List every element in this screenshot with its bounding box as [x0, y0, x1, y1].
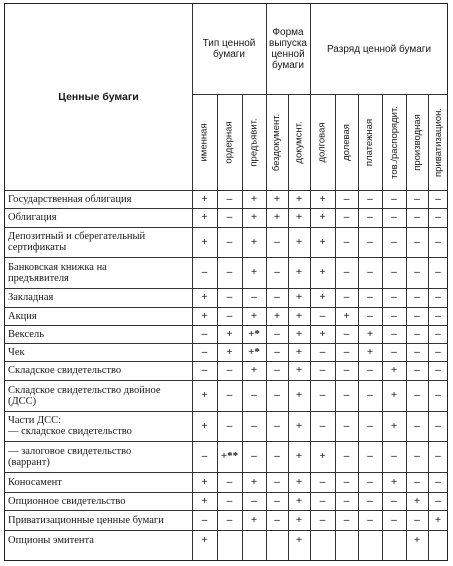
table-cell: – — [435, 364, 441, 376]
table-cell: + — [201, 389, 208, 401]
table-cell: + — [295, 346, 303, 358]
table-cell: + — [319, 211, 326, 223]
table-cell: – — [274, 476, 280, 488]
table-cell: – — [343, 266, 350, 278]
table-cell: – — [274, 420, 280, 432]
table-cell: – — [367, 291, 373, 303]
table-cell: – — [391, 495, 397, 507]
table-cell: – — [435, 211, 441, 223]
table-cell: – — [391, 310, 397, 322]
table-cell: – — [226, 211, 233, 223]
table-cell: + — [295, 193, 303, 205]
table-cell: – — [319, 346, 326, 358]
column-header-label: докумснт. — [293, 120, 305, 164]
table-cell: – — [343, 211, 350, 223]
table-cell: + — [226, 346, 233, 358]
table-cell: + — [319, 236, 326, 248]
table-cell: + — [295, 310, 303, 322]
table-cell: – — [435, 236, 441, 248]
column-header — [428, 94, 448, 190]
table-cell: – — [414, 266, 420, 278]
table-cell: – — [414, 236, 420, 248]
column-header-label: долевая — [341, 123, 352, 161]
table-cell: – — [343, 495, 350, 507]
table-cell: – — [435, 291, 441, 303]
table-cell: – — [343, 364, 350, 376]
row-label — [8, 530, 190, 550]
row-label — [8, 288, 190, 307]
table-cell: – — [274, 495, 280, 507]
table-cell: +* — [248, 328, 260, 340]
table-cell: + — [201, 476, 208, 488]
table-cell: – — [226, 266, 233, 278]
table-cell: – — [226, 476, 233, 488]
row-label-line: Складское свидетельство — [8, 365, 122, 376]
row-label-line: Приватизационные ценные бумаги — [8, 514, 164, 526]
table-cell: – — [367, 450, 373, 462]
row-label-line: Депозитный и сберегательный — [8, 231, 146, 242]
table-cell: – — [367, 193, 373, 205]
table-cell: – — [367, 476, 373, 488]
column-header-label: ордерная — [224, 120, 236, 164]
row-label — [8, 190, 190, 208]
table-cell: – — [414, 364, 420, 376]
table-cell: – — [319, 364, 326, 376]
table-cell: – — [226, 364, 233, 376]
table-cell: + — [295, 514, 303, 526]
column-header-label: платежная — [364, 118, 376, 166]
table-cell: + — [250, 193, 258, 205]
table-cell: – — [367, 310, 373, 322]
table-cell: – — [319, 389, 326, 401]
table-cell: – — [391, 346, 397, 358]
row-label — [8, 510, 190, 530]
table-cell: – — [226, 310, 233, 322]
table-cell: + — [250, 211, 258, 223]
table-cell: – — [226, 420, 233, 432]
column-header-label: долговая — [317, 121, 329, 163]
table-cell: + — [319, 266, 326, 278]
row-label — [8, 343, 190, 361]
corner-header: Ценные бумаги — [58, 91, 139, 103]
column-header — [382, 94, 406, 190]
row-label-line: Коносамент — [8, 476, 62, 488]
row-label-line: Опционы эмитента — [8, 534, 94, 546]
table-cell: + — [250, 514, 258, 526]
row-label-line: Облигация — [8, 212, 57, 223]
table-cell: – — [435, 193, 441, 205]
table-cell: + — [343, 310, 350, 322]
table-cell: – — [391, 193, 397, 205]
column-header — [358, 94, 382, 190]
table-cell: + — [250, 310, 258, 322]
column-header-label: именная — [199, 122, 211, 162]
table-cell: + — [250, 236, 258, 248]
table-cell: – — [274, 328, 280, 340]
table-cell: – — [251, 389, 257, 401]
table-cell: – — [343, 420, 350, 432]
table-cell: + — [295, 495, 303, 507]
table-cell: – — [274, 291, 280, 303]
table-cell: – — [391, 328, 397, 340]
table-cell: + — [201, 291, 208, 303]
table-cell: + — [295, 534, 303, 546]
table-cell: – — [435, 310, 441, 322]
table-cell: – — [251, 495, 257, 507]
table-cell: + — [319, 193, 326, 205]
table-cell: + — [390, 420, 398, 432]
table-cell: – — [319, 420, 326, 432]
table-cell: – — [201, 328, 208, 340]
table-cell: – — [414, 328, 420, 340]
table-cell: + — [319, 291, 326, 303]
table-cell: + — [273, 310, 281, 322]
table-cell: – — [343, 450, 350, 462]
table-cell: + — [201, 420, 208, 432]
table-cell: – — [414, 389, 420, 401]
table-cell: – — [414, 193, 420, 205]
table-cell: + — [319, 328, 326, 340]
table-cell: – — [435, 420, 441, 432]
table-cell: – — [414, 514, 420, 526]
table-cell: – — [343, 291, 350, 303]
row-label-line: Закладная — [8, 292, 54, 303]
table-cell: – — [435, 346, 441, 358]
table-cell: + — [390, 364, 398, 376]
column-header — [217, 94, 242, 190]
table-cell: – — [274, 514, 280, 526]
table-cell: – — [367, 514, 373, 526]
table-cell: + — [295, 476, 303, 488]
table-cell: – — [414, 211, 420, 223]
table-cell: – — [251, 291, 257, 303]
row-label — [8, 411, 190, 441]
table-cell: – — [391, 450, 397, 462]
table-cell: + — [295, 364, 303, 376]
column-header — [335, 94, 358, 190]
table-cell: +* — [248, 346, 260, 358]
table-cell: – — [391, 514, 397, 526]
row-label-line: — залоговое свидетельство — [8, 445, 132, 457]
table-cell: – — [343, 346, 350, 358]
table-cell: – — [414, 291, 420, 303]
table-cell: – — [201, 266, 208, 278]
table-cell: – — [367, 211, 373, 223]
securities-table — [4, 3, 448, 561]
table-cell: – — [343, 328, 350, 340]
row-label-line: (ДСС) — [8, 395, 37, 407]
row-label — [8, 380, 190, 411]
table-cell: + — [201, 236, 208, 248]
table-cell: – — [343, 193, 350, 205]
row-label — [8, 441, 190, 472]
table-cell: + — [273, 211, 281, 223]
table-cell: + — [273, 193, 281, 205]
row-label-line: Акция — [8, 310, 37, 322]
table-cell: – — [226, 291, 233, 303]
row-label-line: предъявителя — [8, 272, 69, 284]
column-header-label: производная — [411, 113, 423, 171]
table-cell: – — [319, 310, 326, 322]
table-cell: – — [435, 266, 441, 278]
table-cell: – — [391, 211, 397, 223]
table-cell: – — [343, 236, 350, 248]
table-cell: + — [295, 450, 303, 462]
table-cell: – — [391, 266, 397, 278]
table-cell: – — [201, 364, 208, 376]
column-header-label: предъявит. — [248, 117, 260, 167]
table-cell: – — [414, 346, 420, 358]
group-header: Разряд ценной бумаги — [326, 43, 432, 55]
table-cell: + — [250, 266, 258, 278]
table-cell: – — [367, 420, 373, 432]
table-cell: – — [367, 266, 373, 278]
table-cell: – — [367, 236, 373, 248]
table-cell: – — [274, 389, 280, 401]
table-cell: – — [414, 450, 420, 462]
row-label-line: (варрант) — [8, 456, 50, 468]
table-cell: + — [366, 346, 374, 358]
column-header — [192, 94, 217, 190]
table-cell: – — [414, 310, 420, 322]
row-label — [8, 208, 190, 227]
table-cell: – — [274, 266, 280, 278]
table-cell: – — [226, 193, 233, 205]
table-cell: – — [201, 514, 208, 526]
table-cell: – — [274, 450, 280, 462]
column-header — [288, 94, 310, 190]
table-cell: – — [391, 236, 397, 248]
row-label — [8, 472, 190, 492]
table-cell: – — [343, 389, 350, 401]
table-cell: – — [274, 346, 280, 358]
table-cell: + — [201, 193, 208, 205]
column-header — [242, 94, 266, 190]
column-header — [406, 94, 428, 190]
row-label — [8, 307, 190, 325]
row-label — [8, 361, 190, 380]
table-cell: + — [390, 476, 398, 488]
table-cell: – — [367, 389, 373, 401]
row-label-line: сертификаты — [8, 242, 67, 253]
group-header: Тип ценной бумаги — [202, 38, 256, 60]
group-header: Форма выпуска ценной бумаги — [269, 27, 307, 71]
row-label-line: — складское свидетельство — [8, 426, 132, 437]
table-cell: + — [295, 328, 303, 340]
row-label-line: Банковская книжка на — [8, 261, 107, 273]
column-header — [266, 94, 288, 190]
table-cell: + — [250, 476, 258, 488]
table-cell: – — [343, 476, 350, 488]
table-cell: – — [435, 476, 441, 488]
table-cell: + — [201, 211, 208, 223]
table-cell: + — [201, 534, 208, 546]
table-cell: + — [366, 328, 374, 340]
table-cell: + — [390, 389, 398, 401]
table-cell: + — [201, 495, 208, 507]
table-cell: + — [295, 211, 303, 223]
table-cell: + — [295, 266, 303, 278]
table-cell: – — [319, 495, 326, 507]
table-cell: + — [295, 389, 303, 401]
table-cell: – — [274, 364, 280, 376]
table-cell: – — [319, 514, 326, 526]
table-cell: + — [434, 514, 442, 526]
table-cell: – — [251, 420, 257, 432]
table-cell: – — [226, 389, 233, 401]
row-label — [8, 325, 190, 343]
table-cell: + — [201, 310, 208, 322]
table-cell: – — [251, 450, 257, 462]
table-cell: + — [295, 236, 303, 248]
table-cell: – — [226, 236, 233, 248]
row-label — [8, 227, 190, 257]
table-cell: – — [435, 389, 441, 401]
table-cell: + — [295, 420, 303, 432]
row-label-line: Складское свидетельство двойное — [8, 384, 161, 396]
table-cell: – — [201, 346, 208, 358]
table-cell: – — [435, 450, 441, 462]
table-cell: – — [319, 476, 326, 488]
table-cell: + — [295, 291, 303, 303]
table-cell: – — [367, 364, 373, 376]
column-header-label: приватизацион. — [432, 107, 444, 177]
table-cell: – — [274, 236, 280, 248]
column-header-label: тов./распорядит. — [388, 105, 400, 179]
row-label — [8, 257, 190, 288]
table-cell: – — [201, 450, 208, 462]
table-cell: – — [435, 495, 441, 507]
row-label-line: Государственная облигация — [8, 193, 132, 205]
table-cell: – — [226, 514, 233, 526]
table-cell: + — [319, 450, 326, 462]
table-cell: – — [367, 495, 373, 507]
table-cell: – — [414, 420, 420, 432]
table-cell: + — [226, 328, 233, 340]
row-label-line: Опционное свидетельство — [8, 495, 126, 507]
table-cell: + — [413, 534, 421, 546]
row-label-line: Чек — [8, 346, 25, 358]
row-label-line: Вексель — [8, 328, 44, 340]
table-cell: +** — [220, 450, 239, 462]
column-header — [310, 94, 335, 190]
table-cell: + — [413, 495, 421, 507]
column-header-label: бездокумент. — [271, 113, 283, 171]
row-label — [8, 492, 190, 510]
table-cell: – — [343, 514, 350, 526]
table-cell: – — [414, 476, 420, 488]
table-cell: + — [250, 364, 258, 376]
table-cell: – — [391, 291, 397, 303]
table-cell: – — [435, 328, 441, 340]
table-cell: – — [226, 495, 233, 507]
row-label-line: Части ДСС: — [8, 415, 62, 426]
